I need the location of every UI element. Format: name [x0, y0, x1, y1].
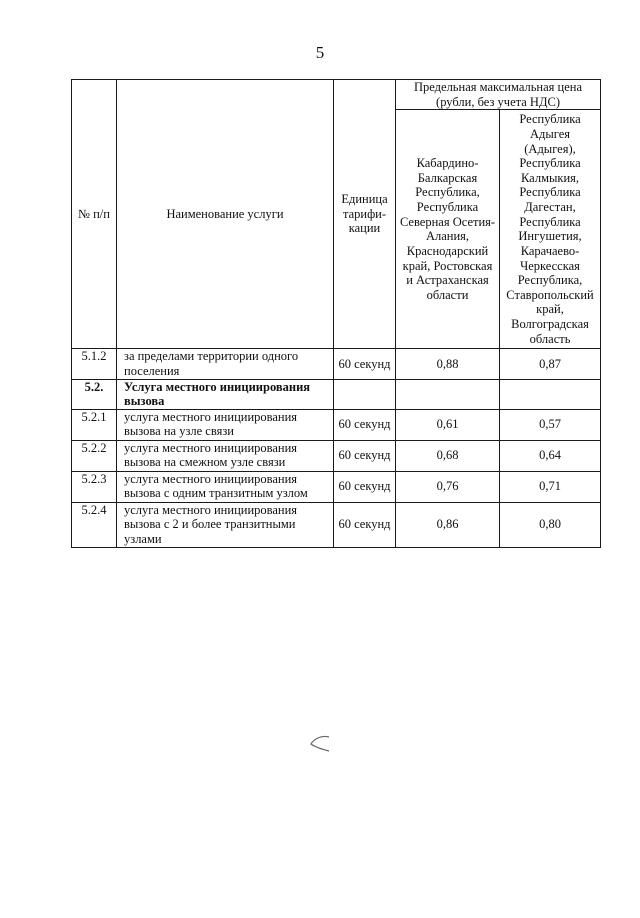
- price-region-group-1: 0,88: [396, 349, 500, 379]
- row-number: 5.2.1: [72, 409, 117, 440]
- page-number: 5: [315, 43, 325, 62]
- table-row: [72, 471, 601, 502]
- service-name-text: услуга местного инициирования вызова на смежном узле связи: [124, 440, 298, 470]
- price-region-group-2: 0,71: [500, 471, 601, 502]
- service-name-text: услуга местного инициирования вызова на узле связи: [124, 409, 298, 439]
- pen-mark: [309, 733, 331, 753]
- table-row: [72, 502, 601, 547]
- header-service-name: Наименование услуги: [117, 80, 334, 349]
- price-region-group-1: 0,68: [396, 440, 500, 471]
- row-number: 5.2.3: [72, 471, 117, 502]
- service-name: [117, 409, 334, 440]
- price-region-group-2: 0,87: [500, 349, 601, 379]
- price-region-group-2: 0,64: [500, 440, 601, 471]
- unit-value: 60 секунд: [334, 409, 396, 440]
- service-name-text: услуга местного инициирования вызова с одним транзитным узлом: [124, 471, 308, 501]
- price-region-group-2: 0,57: [500, 409, 601, 440]
- service-name-text: услуга местного инициирования вызова с 2 и более транзитными узлами: [124, 502, 298, 546]
- price-region-group-1: [396, 379, 500, 409]
- service-name: [117, 502, 334, 547]
- section-row: [72, 379, 601, 409]
- table-row: [72, 409, 601, 440]
- unit-value: [334, 379, 396, 409]
- table-row: [72, 440, 601, 471]
- header-region-group-1: Кабардино-Балкарская Республика, Республика Северная Осетия-Алания, Краснодарский край, Ростовская и Астраханская области: [396, 110, 500, 349]
- service-name-text: за пределами территории одного поселения: [124, 349, 299, 378]
- service-name: [117, 349, 334, 379]
- unit-value: 60 секунд: [334, 502, 396, 547]
- tariff-table: [71, 79, 601, 548]
- unit-value: 60 секунд: [334, 471, 396, 502]
- unit-value: 60 секунд: [334, 440, 396, 471]
- header-region-group-2: Республика Адыгея (Адыгея), Республика Калмыкия, Республика Дагестан, Республика Ингушетия, Карачаево-Черкесская Республика, Ставропольский край, Волгоградская область: [500, 110, 601, 349]
- row-number: 5.2.4: [72, 502, 117, 547]
- header-unit: Единица тарифи-кации: [334, 80, 396, 349]
- section-name-text: Услуга местного инициирования вызова: [124, 379, 311, 409]
- service-name: [117, 471, 334, 502]
- price-region-group-2: 0,80: [500, 502, 601, 547]
- row-number: 5.2.2: [72, 440, 117, 471]
- section-name: [117, 379, 334, 409]
- price-region-group-1: 0,86: [396, 502, 500, 547]
- price-region-group-1: 0,76: [396, 471, 500, 502]
- table-row: [72, 349, 601, 379]
- row-number: 5.1.2: [72, 349, 117, 379]
- section-number: 5.2.: [72, 379, 117, 409]
- price-region-group-1: 0,61: [396, 409, 500, 440]
- unit-value: 60 секунд: [334, 349, 396, 379]
- service-name: [117, 440, 334, 471]
- price-region-group-2: [500, 379, 601, 409]
- header-number: № п/п: [72, 80, 117, 349]
- header-max-price: Предельная максимальная цена (рубли, без учета НДС): [396, 80, 601, 110]
